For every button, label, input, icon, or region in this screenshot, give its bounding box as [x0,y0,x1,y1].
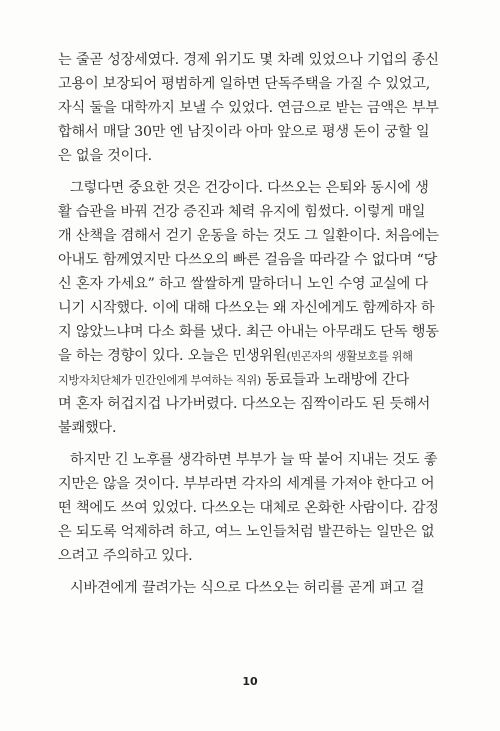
paragraph-gap [58,440,443,448]
text-line: 지만은 않을 것이다. 부부라면 각자의 세계를 가져야 한다고 어 [58,476,435,492]
text-line [58,344,443,368]
text-line: 지 않았느냐며 다소 화를 냈다. 최근 아내는 아무래도 단독 행동 [58,324,439,340]
inline-footnote-close: ) [256,374,261,387]
inline-footnote: 지방자치단체가 민간인에게 부여하는 직위 [58,374,257,387]
text-line: 은 없을 것이다. [58,148,152,164]
text-line: 며 혼자 허겁지겁 나가버렸다. 다쓰오는 짐짝이라도 된 듯해서 [58,396,431,412]
text-line: 개 산책을 겸해서 걷기 운동을 하는 것도 그 일환이다. 처음에는 [58,228,439,244]
text-line: 으려고 주의하고 있다. [58,548,193,564]
text-line: 시바견에게 끌려가는 식으로 다쓰오는 허리를 곧게 펴고 걸 [70,580,425,596]
text-line: 신 혼자 가세요” 하고 쌀쌀하게 말하더니 노인 수영 교실에 다 [58,276,428,292]
text-line: 불쾌했다. [58,420,117,436]
text-line: 하지만 긴 노후를 생각하면 부부가 늘 딱 붙어 지내는 것도 좋 [70,452,438,468]
paragraph-gap [58,168,443,176]
inline-footnote: (빈곤자의 생활보호를 위해 [286,350,413,363]
text-line: 합해서 매달 30만 엔 남짓이라 아마 앞으로 평생 돈이 궁할 일 [58,124,430,140]
text-line: 떤 책에도 쓰여 있었다. 다쓰오는 대체로 온화한 사람이다. 감정 [58,500,439,516]
text-line: 활 습관을 바꿔 건강 증진과 체력 유지에 힘썼다. 이렇게 매일 [58,204,426,220]
text-line: 는 줄곧 성장세였다. 경제 위기도 몇 차례 있었으나 기업의 종신 [58,52,439,68]
text-line: 고용이 보장되어 평범하게 일하면 단독주택을 가질 수 있었고, [58,76,431,92]
paragraph-gap [58,568,443,576]
text-segment: 동료들과 노래방에 간다 [260,372,409,388]
text-line: 그렇다면 중요한 것은 건강이다. 다쓰오는 은퇴와 동시에 생 [70,180,429,196]
text-segment: 을 하는 경향이 있다. 오늘은 민생위원 [58,348,287,364]
text-line: 자식 둘을 대학까지 보낼 수 있었다. 연금으로 받는 금액은 부부 [58,100,439,116]
text-line: 니기 시작했다. 이에 대해 다쓰오는 왜 자신에게도 함께하자 하 [58,300,435,316]
text-line: 은 되도록 억제하려 하고, 여느 노인들처럼 발끈하는 일만은 없 [58,524,435,540]
body-text [58,48,443,600]
text-line [58,368,443,392]
page-number: 10 [242,675,258,688]
text-line: 아내도 함께였지만 다쓰오의 빠른 걸음을 따라갈 수 없다며 “당 [58,252,438,268]
